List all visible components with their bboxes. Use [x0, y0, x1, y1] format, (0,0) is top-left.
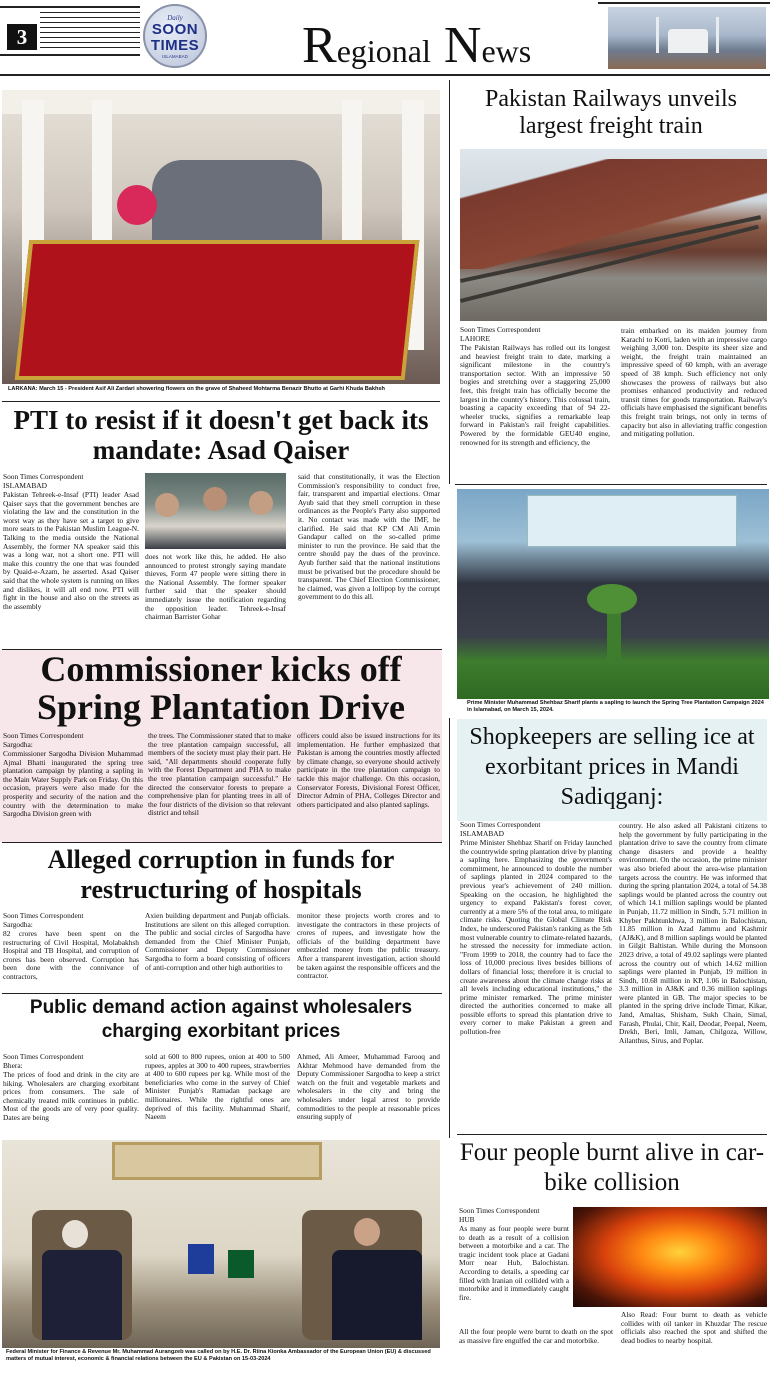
- railways-dateline: LAHORE: [460, 335, 490, 343]
- burnt-col2: Also Read: Four burnt to death as vehicle collides with oil tanker in Khuzdar The rescue officials also reached the spot and shifted the dead bodies to nearby hospital.: [621, 1311, 767, 1345]
- logo-tagline-text: ISLAMABAD: [162, 54, 188, 59]
- burnt-headline: Four people burnt alive in car-bike collision: [459, 1139, 765, 1196]
- railways-col1: The Pakistan Railways has rolled out its longest and heaviest freight train to date, marking a significant milestone in the country's transportation sector. With an impressive 50 bogies and stretching over a staggering 25,000 feet, this freight train has officially become the largest in the country's history. This colossal train, boasting a capacity exceeding that of 94 22-wheeler trucks, signifies a remarkable leap forward in Pakistan's rail freight capabilities. Powered by the formidable GEU40 engine, renowned for its strength and efficiency, the: [460, 344, 610, 447]
- ice-col2: country. He also asked all Pakistani citizens to help the government by fully participating in the plantation drive to save the country from climate change disasters and provide a healthy environment. On the occasion, the prime minister was also briefed about the area-wise plantation targets across the country. He was informed that during the spring plantation 2024, a total of 54.38 saplings would be planted across the country out of which 14.1 million saplings would be planted in Punjab, 11.72 million in Sindh, 5.71 million in Khyber Pakhtunkhwa, 3 million in Balochistan, 11.85 million in Azad Jammu and Kashmir (AJ&K), and 8 million saplings would be planted in Gilgit Baltistan. While during the Monsoon 2023 drive, a total of 49.02 saplings were planted across the country out of which 14.62 million saplings were planted in Punjab, 19 million in Sindh, 10.68 million in KP, 1.06 in Balochistan, 3.3 million in AJ&K and 0.36 million saplings were planted in GB. The major species to be planted in the spring drive include Timar, Kikar, Jand, Amaltas, Shisham, Sukh Chain, Simal, Farash, Phulai, Chir, Kail, Deodar, Peepal, Neem, Drekh, Beri, Imli, Jaman, Chilgoza, Willow, Ailanthus, Sirus, and Poplar.: [619, 822, 767, 1045]
- logo-daily-text: Daily: [167, 14, 183, 22]
- wholesalers-col1: The prices of food and drink in the city are hiking. Wholesalers are charging exorbitant prices from consumers. The sale of chemically treated milk continues in public. Most of the goods are of very poor quality. Dates are being: [3, 1071, 139, 1122]
- pti-dateline: ISLAMABAD: [3, 482, 47, 490]
- section-title-text: Regional News: [302, 17, 532, 70]
- section-title-svg: [220, 10, 600, 70]
- plantation-headline: Commissioner kicks off Spring Plantation Drive: [36, 650, 405, 727]
- burnt-col1: As many as four people were burnt to death as a result of a collision between a motorbike and a car. The tragic incident took place at Gadani Morr near Hub, Balochistan. According to details, a speeding car filled with Iranian oil collided with a motorbike and it immediately caught fire.: [459, 1225, 569, 1302]
- larkana-photo: [2, 90, 440, 384]
- ice-byline: Soon Times Correspondent: [460, 821, 541, 829]
- pti-col2: does not work like this, he added. He also announced to protest strongly saying mandate thieves, Form 47 people were sitting there in the National Assembly. The former speaker further said that the speaker should immediately issue the notification regarding the opposition leader. Tehreek-e-Insaf chairman Barrister Gohar: [145, 553, 286, 622]
- section-title: [220, 10, 600, 70]
- plantation-byline: Soon Times Correspondent: [3, 732, 84, 740]
- wholesalers-headline: Public demand action against wholesalers charging exorbitant prices: [29, 997, 413, 1042]
- finance-photo-caption: Federal Minister for Finance & Revenue Mr. Muhammad Aurangzeb was called on by H.E. Dr. Riina Kionka Ambassador of the European Union (EU) & discussed matters of mutual interest, economic & financial relations between the EU & Pakistan on 15-03-2024: [6, 1349, 431, 1362]
- burnt-byline: Soon Times Correspondent: [459, 1207, 540, 1215]
- corruption-col2: Axien building department and Punjab officials. Institutions are silent on this alleged corruption. The public and social circles of Sargodha have demanded from the Chief Minister Punjab, Commissioner and Deputy Commissioner Sargodha to form a board consisting of officers of anti-corruption and other high authorities to: [145, 912, 290, 972]
- ice-col1: Prime Minister Shehbaz Sharif on Friday launched the countrywide spring plantation drive by planting a sapling here. Emphasizing the government's commitment, he announced to double the number of saplings planted in 2024 compared to the previous year's achievement of 240 million. Speaking on the occasion, he highlighted the urgency to expand Pakistan's forest cover, currently at a mere 5% of the total area, to mitigate climate risks. Quoting the Global Climate Risk Index, he underscored Pakistan's ranking as the 5th most vulnerable country to climate-related hazards, he stressed the necessity for immediate action. "From 1999 to 2018, the country had to face the loss of 10,000 precious lives besides billions of dollars of financial loss; therefore it is crucial to create awareness about the climate change risks at all levels including educational institutions," the prime minister remarked. The prime minister directed the authorities concerned to make all possible efforts to spread this plantation drive to every corner to make Pakistan a green and pollution-free: [460, 839, 612, 1037]
- car-bike-fire-photo: [573, 1207, 767, 1307]
- plantation-col1: Commissioner Sargodha Division Muhammad Ajmal Bhatti inaugurated the spring tree plantation campaign by planting a sapling in the Main Water Supply Park on Friday. On this occasion, prayers were also made for the prosperity and security of the nation and the country with the determination to make Sargodha Division green with: [3, 750, 143, 819]
- pti-col3: said that constitutionally, it was the Election Commission's responsibility to conduct free, fair, transparent and impartial elections. Omar Ayub said that they smell corruption in these ordinances as the People's Party also supported it. No contact was made with the IMF, he clarified. He said that KP CM Ali Amin Gandapur called on the so-called prime minister to run the province. He said that the centre should pay the dues of the province. Ayub further said that the national institutions must be privatised but the procedure should be transparent. The Chief Election Commissioner, he claimed, was given a lollipop by the corrupt government to do this all.: [298, 473, 440, 602]
- shehbaz-plantation-photo: [457, 489, 769, 699]
- corruption-headline: Alleged corruption in funds for restructuring of hospitals: [47, 845, 395, 904]
- plantation-dateline: Sargodha:: [3, 741, 33, 749]
- wholesalers-col3: Ahmed, Ali Ameer, Muhammad Farooq and Akhtar Mehmood have demanded from the Deputy Commissioner Sargodha to keep a strict watch on the fruit and vegetable markets and wholesalers in the city and bring the wholesalers under legal arrest to provide commodities to the people at reasonable prices ensuring supply of: [297, 1053, 440, 1122]
- railways-col2: train embarked on its maiden journey from Karachi to Kotri, laden with an impressive cargo weighing 3,000 ton. Despite its sheer size and weight, the freight train maintained an impressive speed of 60 kmph, with an average speed of 38 kmph. Such efficiency not only showcases the prowess of railways but also promises enhanced productivity and reduced transit times for goods transportation. Railway's officials have emphasised the significant benefits this freight train brings, not only in terms of capacity but also in alleviating traffic congestion and mitigating pollution.: [621, 327, 767, 439]
- asad-qaiser-photo: [145, 473, 286, 549]
- plantation-col3: officers could also be issued instructions for its implementation. He further emphasized that Pakistan is among the countries mostly affected by climate change, so everyone should actively participate in the tree plantation campaign to tackle this major challenge. On this occasion, Conservator Forests, Divisional Forest Officer, Director Admin of PHA, Colleges Director and others participated and also planted saplings.: [297, 732, 440, 809]
- shehbaz-photo-caption: Prime Minister Muhammad Shehbaz Sharif plants a sapling to launch the Spring Tree Plantation Campaign 2024 in Islamabad, on March 15, 2024.: [467, 700, 764, 713]
- pakistan-flag: [228, 1250, 254, 1278]
- corruption-col1: 82 crores have been spent on the restructuring of Civil Hospital, Molabakhsh Hospital and TB Hospital, and corruption of crores has been observed. Corruption has been done with the connivance of contractors,: [3, 930, 139, 981]
- eu-flag: [188, 1244, 214, 1274]
- corruption-dateline: Sargodha:: [3, 921, 33, 929]
- soon-times-logo[interactable]: [143, 4, 207, 68]
- pti-col1: Pakistan Tehreek-e-Insaf (PTI) leader Asad Qaiser says that the government benches are violating the law and the constitution in the worst way as they have set a target to give more seats to the Pakistan Muslim League-N. Talking to the media outside the National Assembly, the former NA speaker said this was a long war, not a short one. PTI will make this country the one that was founded by Quaid-e-Azam, he asserted. Asad Qaiser said that the whole system is running on likes and dislikes, it will all end now. PTI will fight in the house and also on the streets as the assembly: [3, 491, 139, 611]
- freight-train-photo: [460, 149, 767, 321]
- logo-times-text: TIMES: [150, 37, 200, 54]
- railways-headline: Pakistan Railways unveils largest freight train: [485, 86, 737, 139]
- burnt-col1b: All the four people were burnt to death on the spot as massive fire engulfed the car and motorbike.: [459, 1328, 613, 1345]
- pti-headline: PTI to resist if it doesn't get back its mandate: Asad Qaiser: [13, 405, 429, 465]
- logo-soon-text: SOON: [151, 21, 199, 38]
- ice-dateline: ISLAMABAD: [460, 830, 504, 838]
- pti-byline: Soon Times Correspondent: [3, 473, 84, 481]
- header-photo-faisal-mosque: [608, 7, 766, 69]
- railways-byline: Soon Times Correspondent: [460, 326, 541, 334]
- grave-red-cloth: [15, 240, 420, 380]
- wholesalers-dateline: Bhera:: [3, 1062, 23, 1070]
- page-number-badge: 3: [7, 24, 37, 50]
- larkana-caption: LARKANA: March 15 - President Asif Ali Zardari showering flowers on the grave of Shaheed Mohtarma Benazir Bhutto at Garhi Khuda Bakhsh: [8, 386, 385, 392]
- header: [0, 0, 770, 78]
- corruption-byline: Soon Times Correspondent: [3, 912, 84, 920]
- wholesalers-byline: Soon Times Correspondent: [3, 1053, 84, 1061]
- plantation-col2: the trees. The Commissioner stated that to make the tree plantation campaign successful, all members of the society must play their part. He said, "All departments should cooperate fully with the Forest Department and PHA to make the tree plantation campaign successful." He directed the conservator forests to prepare a comprehensive plan for planting trees in all of the four districts of the division so that relevant district and tehsil: [148, 732, 291, 818]
- ice-headline: Shopkeepers are selling ice at exorbitant prices in Mandi Sadiqganj:: [469, 724, 755, 810]
- wholesalers-col2: sold at 600 to 800 rupees, onion at 400 to 500 rupees, apples at 300 to 400 rupees, strawberries at 400 to 600 rupees per kg. While most of the beneficiaries who come in the survey of Chief Minister Punjab's Ramadan package are millionaires. While the rightful ones are deprived of this facility. Muhammad Sharif, Naeem: [145, 1053, 290, 1122]
- corruption-col3: monitor these projects worth crores and to investigate the contractors in these projects of crores of rupees, and investigate how the officials of the building department have embezzled money from the public treasury. After a transparent investigation, action should be taken against the responsible officers and the contractor.: [297, 912, 440, 981]
- finance-minister-eu-photo: [2, 1140, 440, 1348]
- burnt-dateline: HUB: [459, 1216, 475, 1224]
